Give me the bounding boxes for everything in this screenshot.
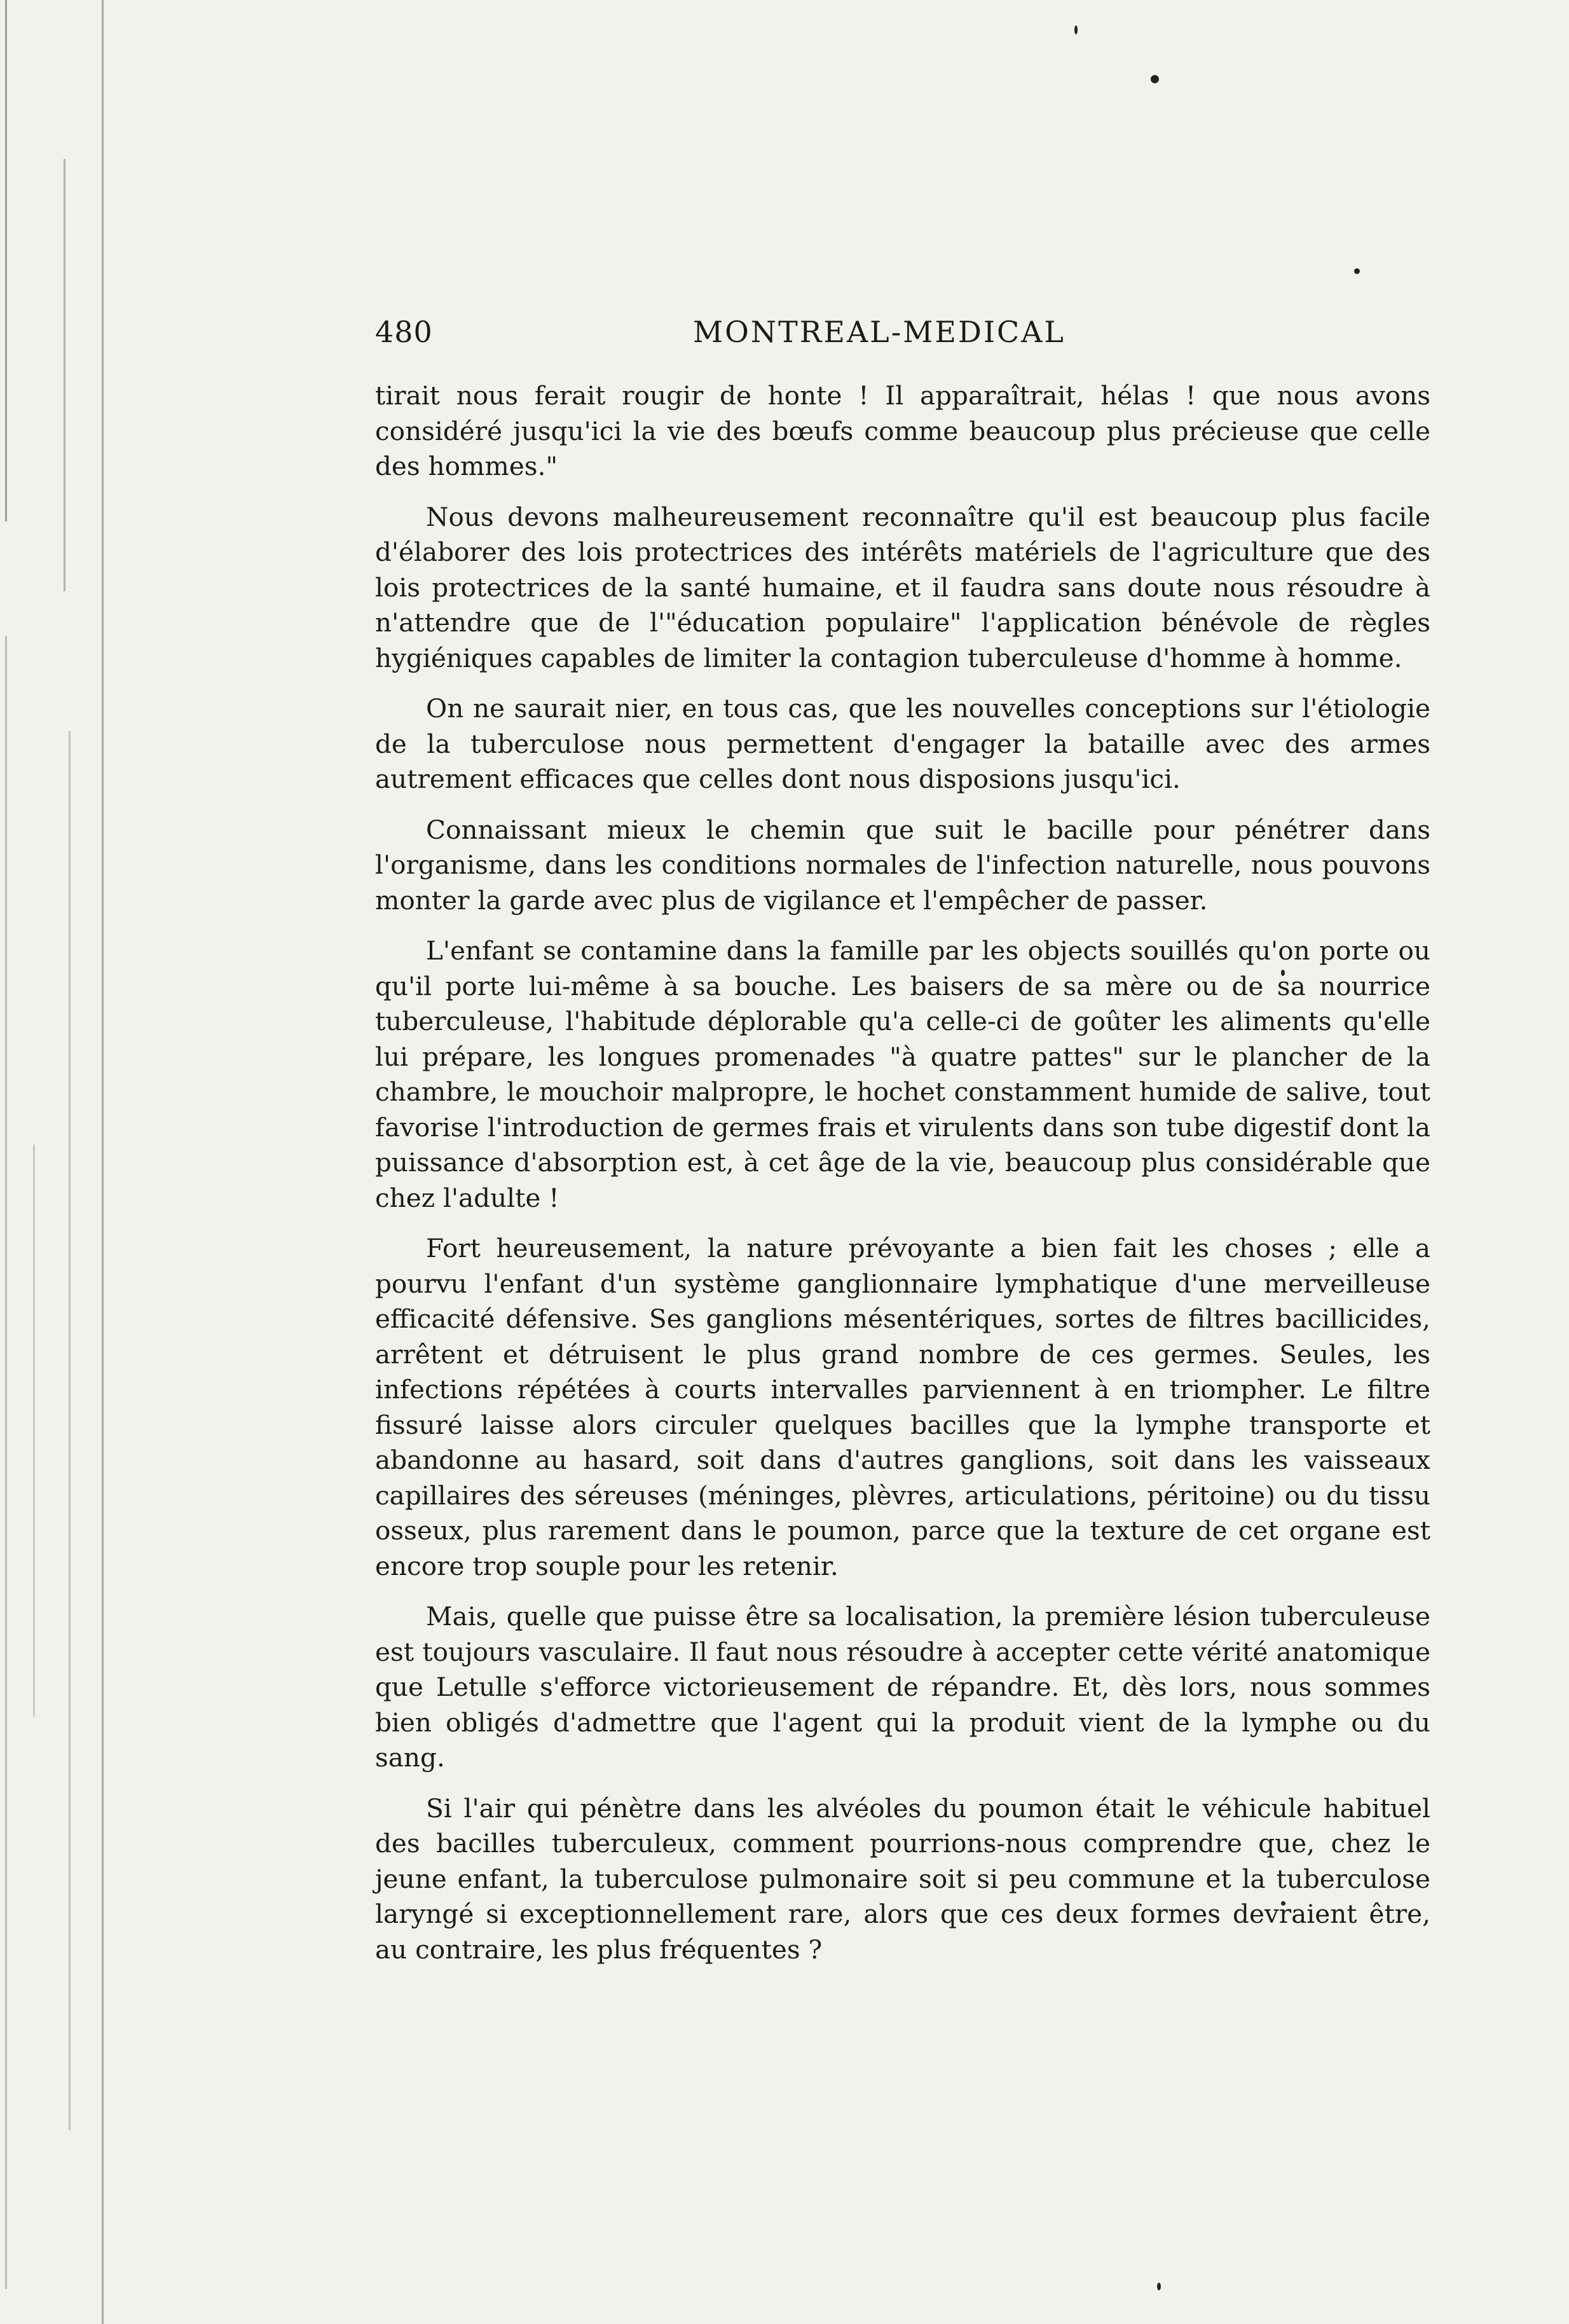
paragraph: Fort heureusement, la nature prévoyante a bien fait les choses ; elle a pourvu l'enfant d'un système ganglionnaire lymphatique d'une merveilleuse efficacité défensive. Ses ganglions mésentériques, sortes de filtres bacillicides, arrêtent et détruisent le plus grand nombre de ces germes. Seules, les infections répétées à courts intervalles parviennent à en triompher. Le filtre fissuré laisse alors circuler quelques bacilles que la lymphe transporte et abandonne au hasard, soit dans d'autres ganglions, soit dans les vaisseaux capillaires des séreuses (méninges, plèvres, articulations, péritoine) ou du tissu osseux, plus rarement dans le poumon, parce que la texture de cet organe est encore trop souple pour les retenir. — [375, 1233, 1430, 1581]
running-title: MONTREAL-MEDICAL — [693, 315, 1065, 349]
scan-speck — [1354, 268, 1360, 274]
scan-speck — [1074, 25, 1078, 34]
page-number: 480 — [375, 315, 433, 349]
paragraph: On ne saurait nier, en tous cas, que les nouvelles conceptions sur l'étiologie de la tuberculose nous permettent d'engager la bataille avec des armes autrement efficaces que celles dont nous disposions jusqu'ici. — [375, 693, 1430, 794]
paragraph: L'enfant se contamine dans la famille par les objects souillés qu'on porte ou qu'il porte lui-même à sa bouche. Les baisers de sa mère ou de sa nourrice tuberculeuse, l'habitude déplorable qu'a celle-ci de goûter les aliments qu'elle lui prépare, les longues promenades "à quatre pattes" sur le plancher de la chambre, le mouchoir malpropre, le hochet constamment humide de salive, tout favorise l'introduction de germes frais et virulents dans son tube digestif dont la puissance d'absorption est, à cet âge de la vie, beaucoup plus considérable que chez l'adulte ! — [375, 935, 1430, 1213]
body-text — [375, 378, 1430, 1983]
scan-line — [5, 0, 7, 521]
page-header — [375, 315, 1430, 359]
paragraph: Mais, quelle que puisse être sa localisation, la première lésion tuberculeuse est toujours vasculaire. Il faut nous résoudre à accepter cette vérité anatomique que Letulle s'efforce victorieusement de répandre. Et, dès lors, nous sommes bien obligés d'admettre que l'agent qui la produit vient de la lymphe ou du sang. — [375, 1601, 1430, 1773]
scan-line — [64, 159, 65, 591]
paragraph: Si l'air qui pénètre dans les alvéoles du poumon était le véhicule habituel des bacilles tuberculeux, comment pourrions-nous comprendre que, chez le jeune enfant, la tuberculose pulmonaire soit si peu commune et la tuberculose laryngé si exceptionnellement rare, alors que ces deux formes devraient être, au contraire, les plus fréquentes ? — [375, 1792, 1430, 1965]
scan-speck — [1157, 2283, 1161, 2290]
paragraph: Nous devons malheureusement reconnaître qu'il est beaucoup plus facile d'élaborer des lois protectrices des intérêts matériels de l'agriculture que des lois protectrices de la santé humaine, et il faudra sans doute nous résoudre à n'attendre que de l'"éducation populaire" l'application bénévole de règles hygiéniques capables de limiter la contagion tuberculeuse d'homme à homme. — [375, 501, 1430, 673]
scan-speck — [1151, 75, 1159, 83]
scan-line — [69, 731, 71, 2130]
scan-line — [102, 0, 104, 2324]
scan-line — [33, 1145, 35, 1717]
scan-margin-artifacts — [0, 0, 127, 2324]
paragraph: tirait nous ferait rougir de honte ! Il apparaîtrait, hélas ! que nous avons considéré jusqu'ici la vie des bœufs comme beaucoup plus précieuse que celle des hommes." — [375, 380, 1430, 481]
paragraph: Connaissant mieux le chemin que suit le bacille pour pénétrer dans l'organisme, dans les conditions normales de l'infection naturelle, nous pouvons monter la garde avec plus de vigilance et l'empêcher de passer. — [375, 814, 1430, 916]
scan-line — [5, 636, 7, 2289]
